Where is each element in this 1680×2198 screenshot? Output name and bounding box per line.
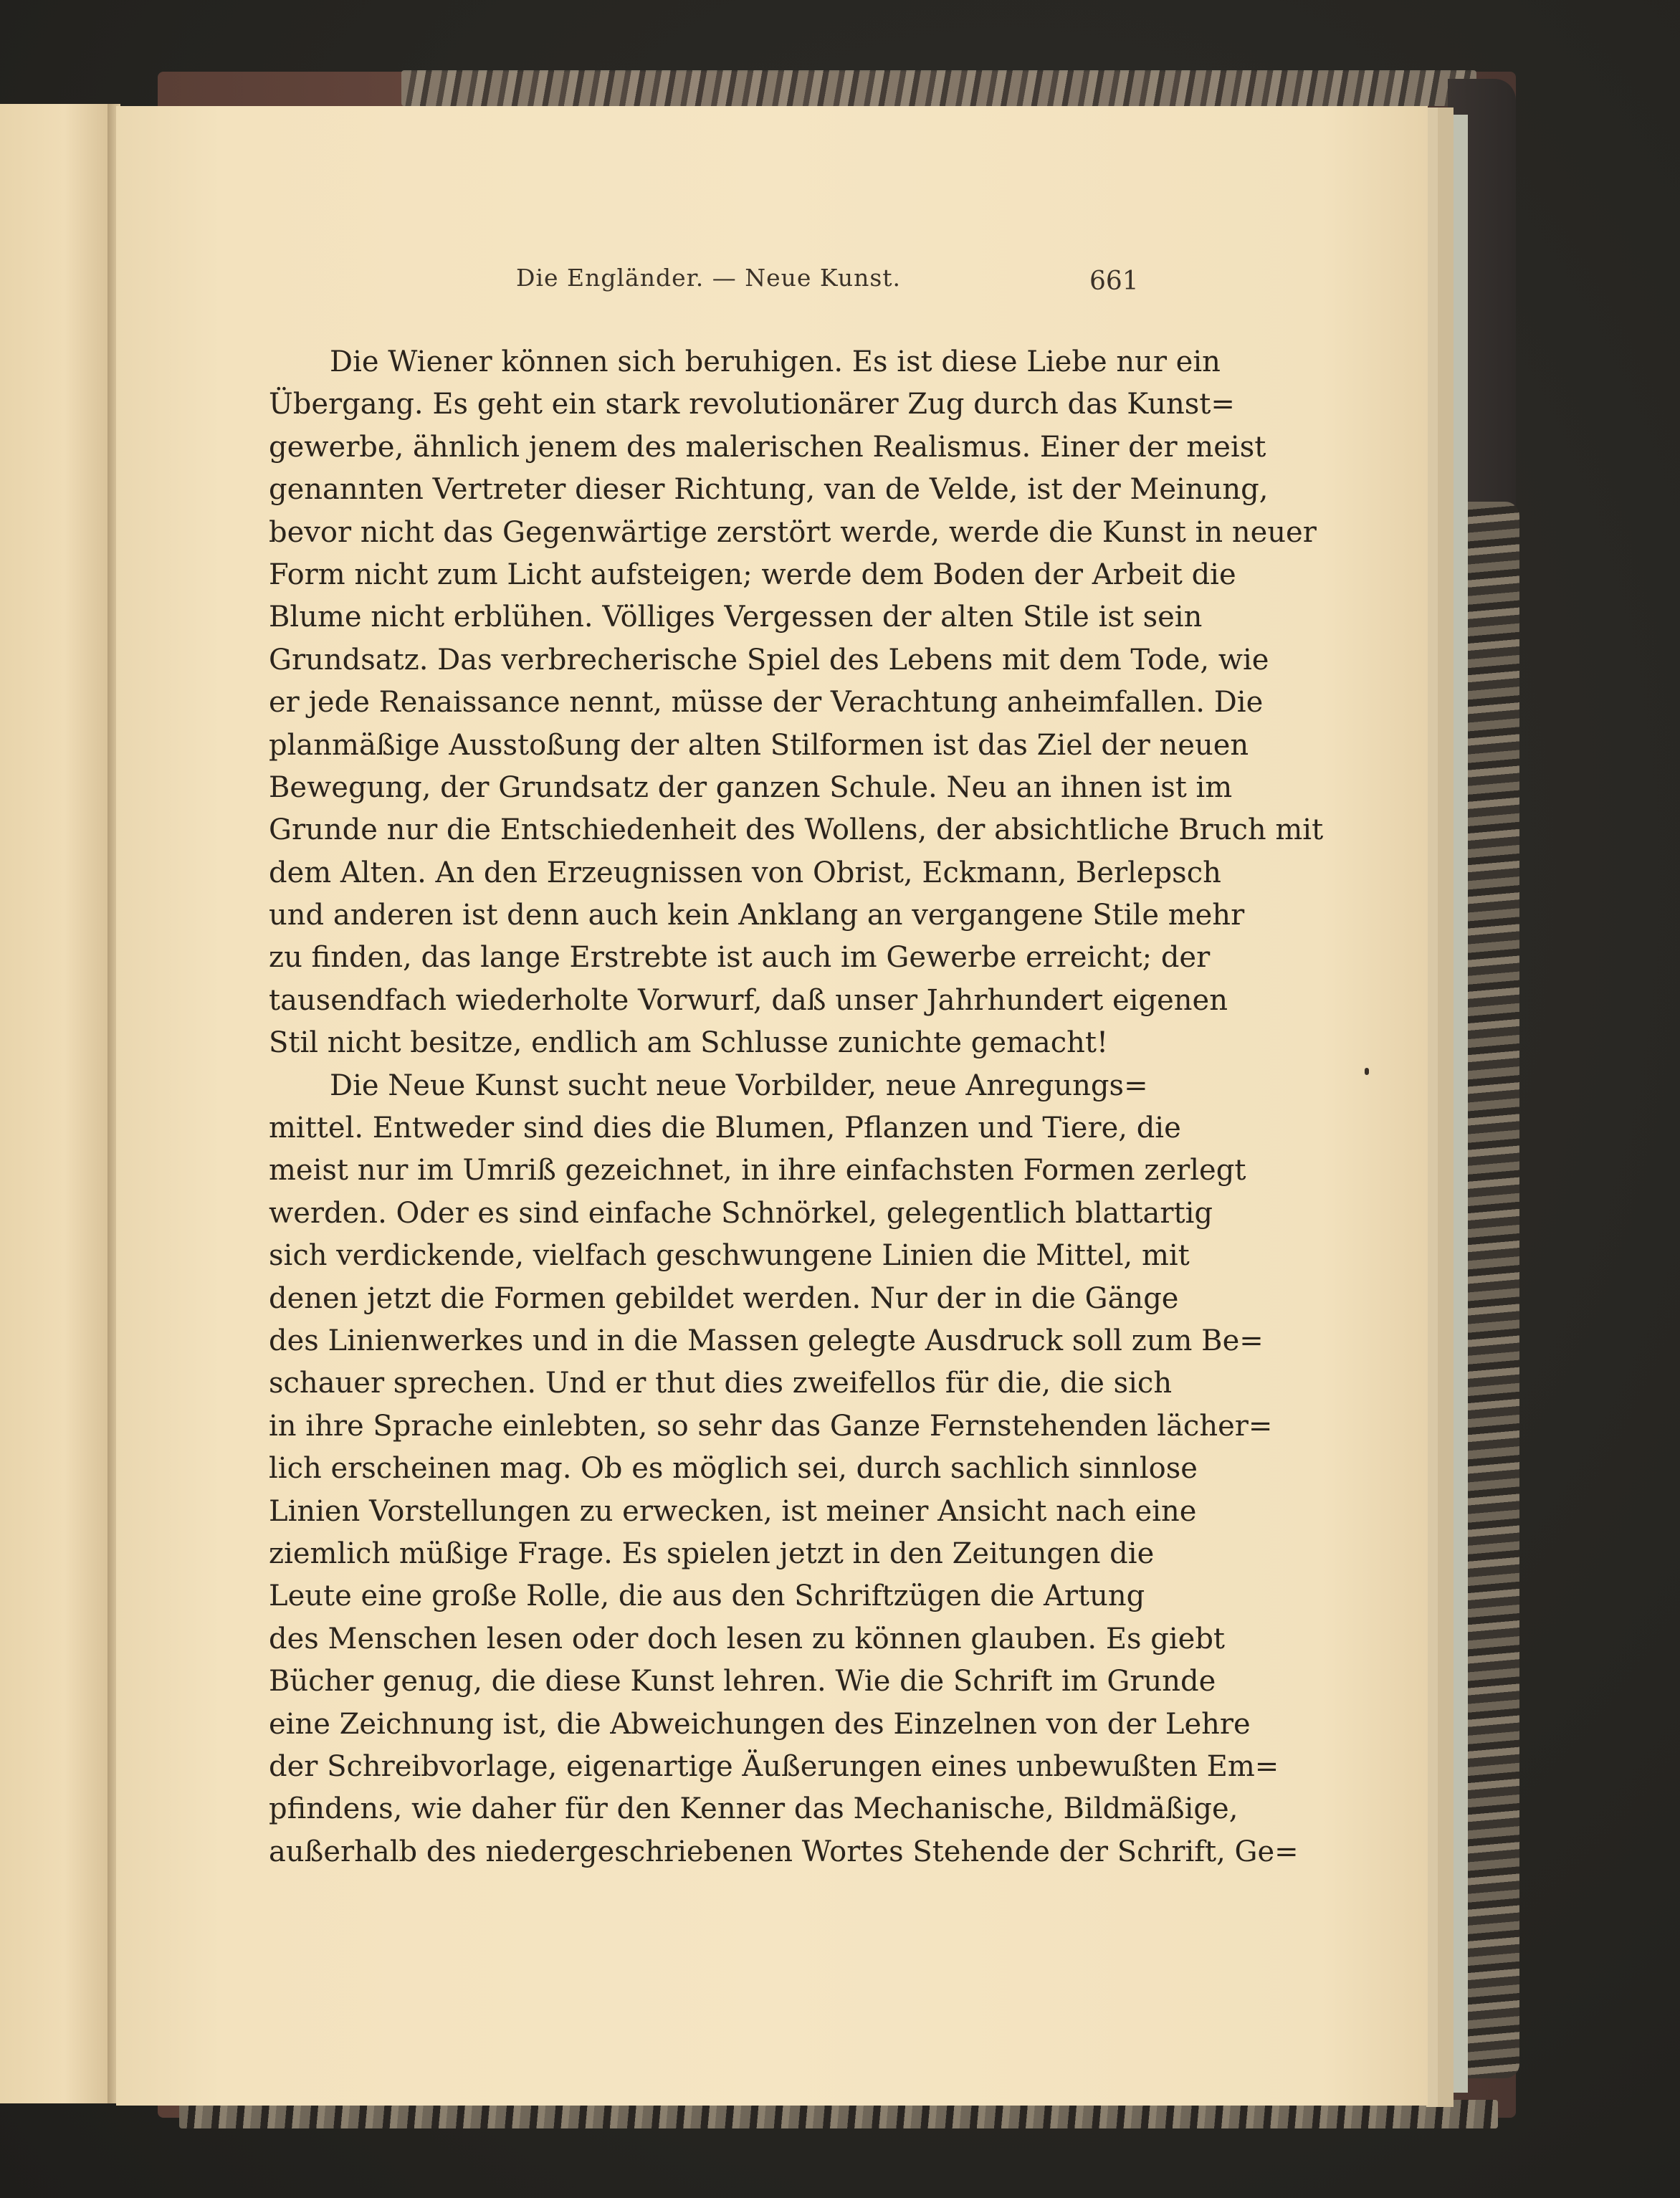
text-line: dem Alten. An den Erzeugnissen von Obrist, Eckmann, Berlepsch	[269, 856, 1221, 889]
text-line: Blume nicht erblühen. Völliges Vergessen der alten Stile ist sein	[269, 601, 1203, 634]
cover-top-marbling	[401, 70, 1476, 106]
margin-mark	[1365, 1068, 1369, 1075]
text-line: tausendfach wiederholte Vorwurf, daß unser Jahrhundert eigenen	[269, 983, 1228, 1017]
text-line: werden. Oder es sind einfache Schnörkel, gelegentlich blattartig	[269, 1196, 1213, 1230]
cover-right-marbling	[1462, 502, 1519, 2078]
text-line: der Schreibvorlage, eigenartige Äußerungen eines unbewußten Em=	[269, 1749, 1279, 1783]
text-line: des Menschen lesen oder doch lesen zu können glauben. Es giebt	[269, 1622, 1226, 1655]
page-number: 661	[1089, 267, 1139, 296]
text-line: er jede Renaissance nennt, müsse der Verachtung anheimfallen. Die	[269, 686, 1264, 720]
text-line: Die Neue Kunst sucht neue Vorbilder, neue Anregungs=	[330, 1069, 1148, 1102]
text-line: Bewegung, der Grundsatz der ganzen Schule. Neu an ihnen ist im	[269, 770, 1233, 804]
running-head: Die Engländer. — Neue Kunst.	[516, 264, 902, 292]
text-line: und anderen ist denn auch kein Anklang an vergangene Stile mehr	[269, 899, 1245, 932]
text-line: mittel. Entweder sind dies die Blumen, Pflanzen und Tiere, die	[269, 1112, 1181, 1145]
text-line: lich erscheinen mag. Ob es möglich sei, durch sachlich sinnlose	[269, 1452, 1198, 1486]
text-line: pfindens, wie daher für den Kenner das Mechanische, Bildmäßige,	[269, 1792, 1238, 1826]
text-line: planmäßige Ausstoßung der alten Stilformen ist das Ziel der neuen	[269, 728, 1249, 762]
text-line: Form nicht zum Licht aufsteigen; werde dem Boden der Arbeit die	[269, 558, 1236, 591]
text-line: denen jetzt die Formen gebildet werden. Nur der in die Gänge	[269, 1281, 1179, 1315]
text-line: des Linienwerkes und in die Massen gelegte Ausdruck soll zum Be=	[269, 1324, 1264, 1357]
text-line: bevor nicht das Gegenwärtige zerstört werde, werde die Kunst in neuer	[269, 515, 1317, 549]
text-line: außerhalb des niedergeschriebenen Wortes Stehende der Schrift, Ge=	[269, 1835, 1299, 1868]
text-line: Die Wiener können sich beruhigen. Es ist diese Liebe nur ein	[330, 345, 1221, 378]
text-line: ziemlich müßige Frage. Es spielen jetzt in den Zeitungen die	[269, 1537, 1155, 1570]
text-line: Linien Vorstellungen zu erwecken, ist meiner Ansicht nach eine	[269, 1494, 1197, 1528]
text-line: Grundsatz. Das verbrecherische Spiel des Lebens mit dem Tode, wie	[269, 643, 1269, 677]
text-line: Bücher genug, die diese Kunst lehren. Wie die Schrift im Grunde	[269, 1665, 1216, 1698]
text-line: meist nur im Umriß gezeichnet, in ihre einfachsten Formen zerlegt	[269, 1154, 1246, 1188]
page-edge	[1426, 107, 1438, 2107]
text-line: eine Zeichnung ist, die Abweichungen des Einzelnen von der Lehre	[269, 1707, 1251, 1741]
text-line: Grunde nur die Entschiedenheit des Wollens, der absichtliche Bruch mit	[269, 813, 1324, 847]
text-line: in ihre Sprache einlebten, so sehr das Ganze Fernstehenden lächer=	[269, 1409, 1273, 1443]
text-line: Leute eine große Rolle, die aus den Schriftzügen die Artung	[269, 1580, 1145, 1613]
text-line: schauer sprechen. Und er thut dies zweifellos für die, die sich	[269, 1367, 1173, 1400]
text-line: Stil nicht besitze, endlich am Schlusse zunichte gemacht!	[269, 1026, 1109, 1060]
text-line: genannten Vertreter dieser Richtung, van de Velde, ist der Meinung,	[269, 473, 1269, 507]
body-text	[269, 341, 1324, 1873]
text-line: sich verdickende, vielfach geschwungene Linien die Mittel, mit	[269, 1239, 1190, 1273]
text-line: gewerbe, ähnlich jenem des malerischen Realismus. Einer der meist	[269, 430, 1266, 464]
page-edge	[1438, 107, 1454, 2107]
left-page	[0, 104, 110, 2103]
page-edge	[1454, 115, 1468, 2093]
text-line: zu finden, das lange Erstrebte ist auch im Gewerbe erreicht; der	[269, 941, 1211, 975]
text-line: Übergang. Es geht ein stark revolutionärer Zug durch das Kunst=	[269, 388, 1235, 421]
